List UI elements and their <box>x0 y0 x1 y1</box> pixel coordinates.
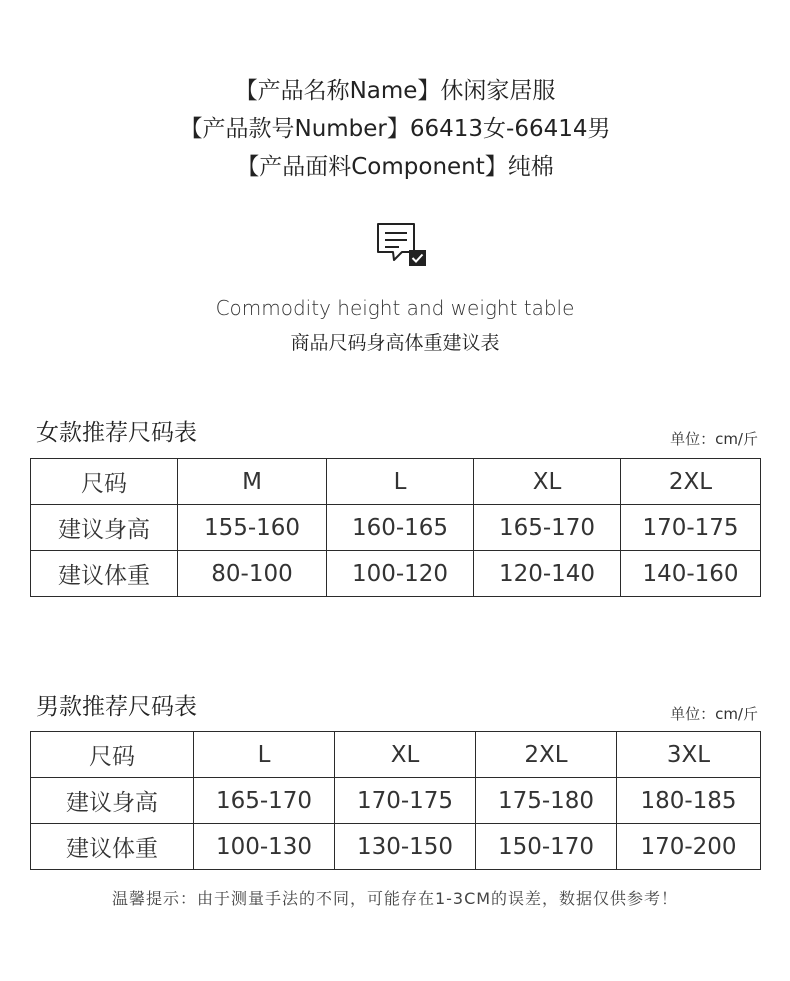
table-cell: M <box>178 459 327 505</box>
men-section-title: 男款推荐尺码表 <box>36 694 197 720</box>
table-cell: L <box>327 459 474 505</box>
table-cell: 165-170 <box>474 505 621 551</box>
table-cell: 3XL <box>617 732 761 778</box>
measurement-note: 温馨提示：由于测量手法的不同，可能存在1-3CM的误差，数据仅供参考！ <box>111 889 679 908</box>
table-cell: 120-140 <box>474 551 621 597</box>
table-row <box>31 505 761 551</box>
table-cell: 尺码 <box>31 732 194 778</box>
table-cell: 建议体重 <box>31 551 178 597</box>
table-cell: XL <box>474 459 621 505</box>
table-cell: 140-160 <box>621 551 761 597</box>
table-cell: 160-165 <box>327 505 474 551</box>
table-cell: 建议体重 <box>31 824 194 870</box>
table-cell: L <box>194 732 335 778</box>
table-cell: 尺码 <box>31 459 178 505</box>
product-name-line: 【产品名称Name】休闲家居服 <box>234 78 556 104</box>
message-check-icon <box>376 222 430 270</box>
product-number-line: 【产品款号Number】66413女-66414男 <box>179 116 611 142</box>
product-component-line: 【产品面料Component】纯棉 <box>236 154 554 180</box>
table-cell: 170-175 <box>335 778 476 824</box>
table-cell: XL <box>335 732 476 778</box>
table-cell: 150-170 <box>476 824 617 870</box>
table-cell: 155-160 <box>178 505 327 551</box>
women-section-title: 女款推荐尺码表 <box>36 420 197 446</box>
table-cell: 建议身高 <box>31 778 194 824</box>
table-cell: 建议身高 <box>31 505 178 551</box>
table-cell: 80-100 <box>178 551 327 597</box>
table-cell: 100-120 <box>327 551 474 597</box>
table-cell: 170-200 <box>617 824 761 870</box>
heading-english: Commodity height and weight table <box>215 296 575 320</box>
table-cell: 130-150 <box>335 824 476 870</box>
heading-chinese: 商品尺码身高体重建议表 <box>290 332 500 354</box>
table-cell: 165-170 <box>194 778 335 824</box>
table-cell: 175-180 <box>476 778 617 824</box>
table-cell: 2XL <box>476 732 617 778</box>
table-cell: 170-175 <box>621 505 761 551</box>
table-cell: 100-130 <box>194 824 335 870</box>
men-unit-label: 单位：cm/斤 <box>670 705 758 723</box>
women-size-table <box>30 458 761 597</box>
table-row <box>31 551 761 597</box>
table-row <box>31 824 761 870</box>
table-header-row <box>31 732 761 778</box>
table-header-row <box>31 459 761 505</box>
men-size-table <box>30 731 761 870</box>
table-cell: 180-185 <box>617 778 761 824</box>
table-cell: 2XL <box>621 459 761 505</box>
women-unit-label: 单位：cm/斤 <box>670 430 758 448</box>
table-row <box>31 778 761 824</box>
